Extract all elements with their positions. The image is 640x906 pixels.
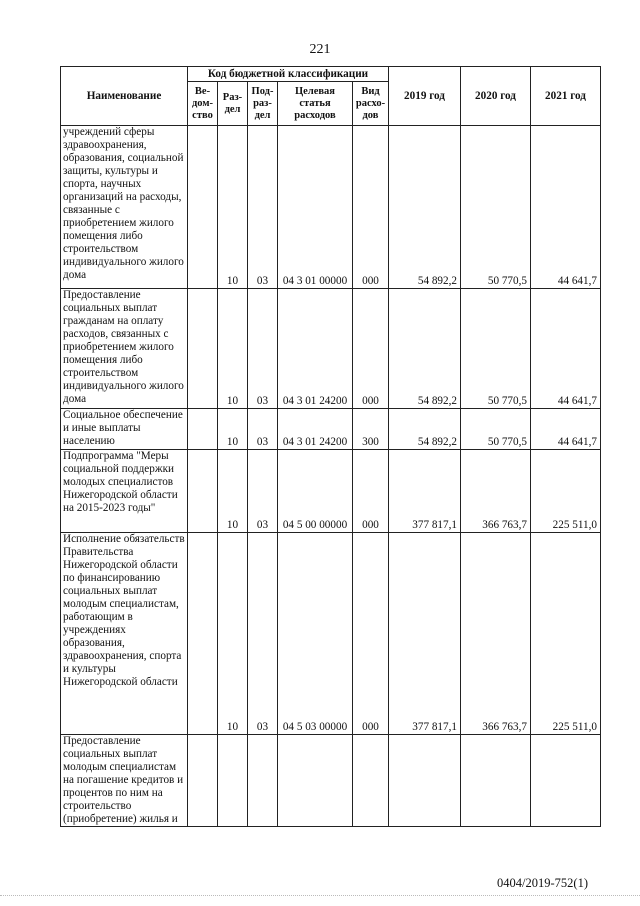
row-2020: 50 770,5 [461, 409, 531, 450]
row-target: 04 3 01 00000 [278, 126, 353, 289]
row-ved [188, 450, 218, 533]
row-2019: 54 892,2 [389, 409, 461, 450]
row-2019: 54 892,2 [389, 289, 461, 409]
row-2021: 44 641,7 [531, 289, 601, 409]
table-row [61, 409, 601, 450]
header-budget-code: Код бюджетной классификации [188, 67, 389, 82]
row-podrazdel: 03 [248, 450, 278, 533]
row-name: Предоставление социальных выплат гражданам на оплату расходов, связанных с приобретением жилого помещения либо строительством индивидуального жилого дома [61, 289, 188, 409]
row-vid: 300 [353, 409, 389, 450]
table-row [61, 533, 601, 735]
row-2019: 377 817,1 [389, 533, 461, 735]
row-razdel: 10 [218, 126, 248, 289]
table-row [61, 126, 601, 289]
row-name: Подпрограмма "Меры социальной поддержки молодых специалистов Нижегородской области на 2015-2023 годы" [61, 450, 188, 533]
row-2021: 225 511,0 [531, 450, 601, 533]
row-razdel: 10 [218, 533, 248, 735]
row-2020: 366 763,7 [461, 533, 531, 735]
page-number: 221 [309, 42, 331, 57]
header-podrazdel: Под- раз- дел [248, 82, 278, 126]
row-vid: 000 [353, 450, 389, 533]
row-razdel: 10 [218, 409, 248, 450]
row-podrazdel [248, 735, 278, 827]
row-vid: 000 [353, 533, 389, 735]
header-name: Наименование [61, 67, 188, 126]
row-ved [188, 409, 218, 450]
row-2020: 50 770,5 [461, 289, 531, 409]
row-name: Предоставление социальных выплат молодым специалистам на погашение кредитов и процентов по ним на строительство (приобретение) жилья и [61, 735, 188, 827]
row-vid: 000 [353, 289, 389, 409]
table-row [61, 735, 601, 827]
row-2021: 44 641,7 [531, 126, 601, 289]
header-2019: 2019 год [389, 67, 461, 126]
row-target [278, 735, 353, 827]
row-name: Исполнение обязательств Правительства Нижегородской области по финансированию социальных выплат молодым специалистам, работающим в учреждениях образования, здравоохранения, спорта и культуры Нижегородской области [61, 533, 188, 735]
row-2019 [389, 735, 461, 827]
row-2020 [461, 735, 531, 827]
row-ved [188, 735, 218, 827]
header-vid: Вид расхо- дов [353, 82, 389, 126]
table-row [61, 450, 601, 533]
row-2021: 225 511,0 [531, 533, 601, 735]
row-name: учреждений сферы здравоохранения, образования, социальной защиты, культуры и спорта, научных организаций на расходы, связанные с приобретением жилого помещения либо строительством индивидуального жилого дома [61, 126, 188, 289]
row-podrazdel: 03 [248, 533, 278, 735]
row-podrazdel: 03 [248, 126, 278, 289]
row-2019: 377 817,1 [389, 450, 461, 533]
row-target: 04 3 01 24200 [278, 289, 353, 409]
row-2019: 54 892,2 [389, 126, 461, 289]
row-2021: 44 641,7 [531, 409, 601, 450]
document-code: 0404/2019-752(1) [497, 876, 588, 890]
row-2021 [531, 735, 601, 827]
row-target: 04 3 01 24200 [278, 409, 353, 450]
row-podrazdel: 03 [248, 289, 278, 409]
row-name: Социальное обеспечение и иные выплаты населению [61, 409, 188, 450]
row-ved [188, 126, 218, 289]
row-vid: 000 [353, 126, 389, 289]
header-2021: 2021 год [531, 67, 601, 126]
budget-table [60, 66, 601, 827]
header-razdel: Раз- дел [218, 82, 248, 126]
row-2020: 366 763,7 [461, 450, 531, 533]
row-target: 04 5 03 00000 [278, 533, 353, 735]
row-2020: 50 770,5 [461, 126, 531, 289]
row-razdel: 10 [218, 289, 248, 409]
row-podrazdel: 03 [248, 409, 278, 450]
row-ved [188, 289, 218, 409]
row-vid [353, 735, 389, 827]
header-target: Целевая статья расходов [278, 82, 353, 126]
row-razdel: 10 [218, 450, 248, 533]
row-target: 04 5 00 00000 [278, 450, 353, 533]
row-razdel [218, 735, 248, 827]
row-ved [188, 533, 218, 735]
scan-edge-divider [0, 895, 640, 906]
header-2020: 2020 год [461, 67, 531, 126]
header-vedomstvo: Ве- дом- ство [188, 82, 218, 126]
table-row [61, 289, 601, 409]
